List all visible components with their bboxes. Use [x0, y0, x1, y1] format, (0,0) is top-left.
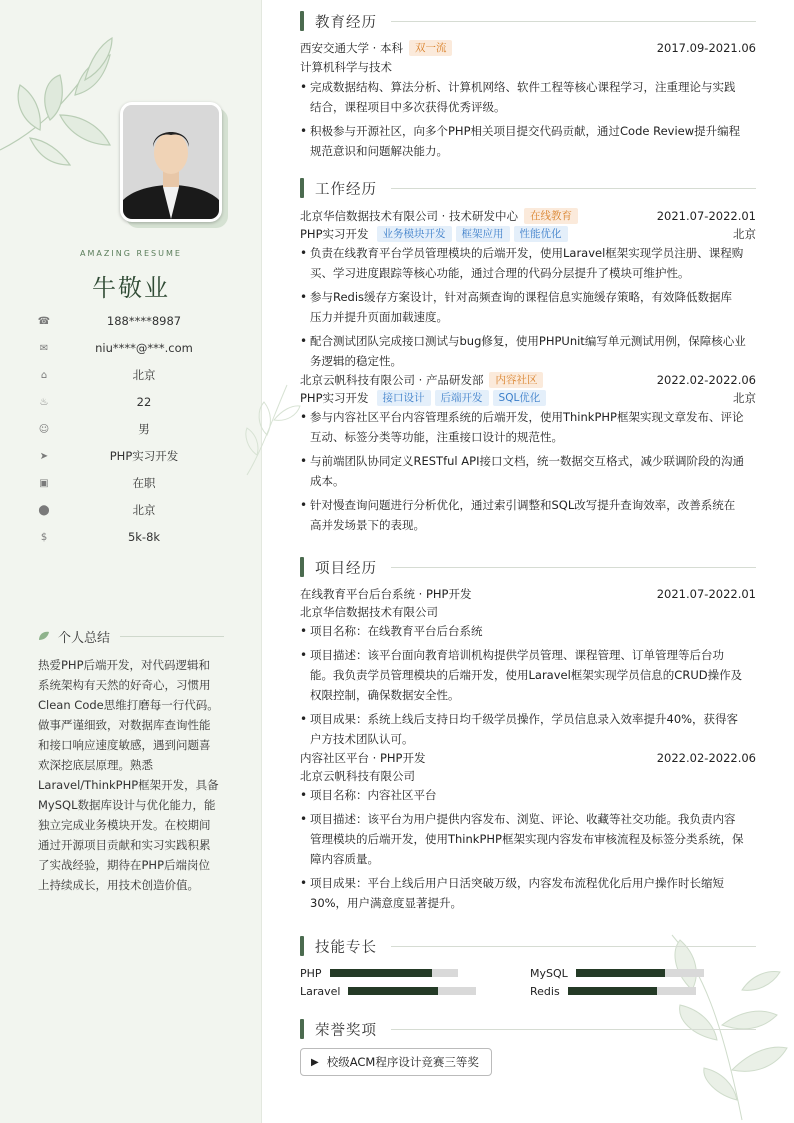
mail-icon: ✉ — [39, 342, 49, 354]
skills-section-header — [300, 935, 756, 957]
info-row-5 — [36, 446, 236, 466]
skill-tag: 框架应用 — [456, 226, 510, 242]
section-title: 荣誉奖项 — [315, 1022, 377, 1039]
section-accent-bar — [300, 11, 304, 31]
project-company-row — [300, 767, 756, 785]
summary-header — [38, 626, 224, 646]
send-icon: ➤ — [39, 450, 49, 462]
bullet-line: 成本。 — [310, 474, 345, 488]
bullet-item — [300, 407, 756, 447]
section-title: 技能专长 — [315, 939, 377, 956]
industry-badge: 在线教育 — [524, 208, 578, 224]
skill-name: Laravel — [300, 984, 341, 998]
bullet-line: 买、学习进度跟踪等核心功能，通过合理的代码分层提升了模块可维护性。 — [310, 266, 690, 280]
education-row — [300, 39, 756, 57]
work-section-header — [300, 177, 756, 199]
summary-line: 和接口响应速度敏感，遇到问题喜 — [38, 738, 211, 752]
skill-level-bar — [348, 987, 476, 995]
skill-level-fill — [348, 987, 438, 995]
job-dates: 2021.07-2022.01 — [656, 209, 756, 223]
skill-level-bar — [568, 987, 696, 995]
info-row-1 — [36, 338, 236, 358]
info-value: 22 — [136, 395, 152, 409]
bullet-line: • 参与Redis缓存方案设计，针对高频查询的课程信息实施缓存策略，有效降低数据库 — [310, 290, 733, 304]
major: 计算机科学与技术 — [300, 60, 392, 74]
info-value: 在职 — [132, 476, 156, 490]
summary-line: 欢深挖底层原理。熟悉 — [38, 758, 153, 772]
section-title: 项目经历 — [315, 560, 377, 577]
bullet-line: • 项目成果：平台上线后用户日活突破万级，内容发布流程优化后用户操作时长缩短 — [310, 876, 724, 890]
leaf-icon — [38, 631, 50, 641]
school-badge: 双一流 — [409, 40, 453, 56]
play-icon: ▶ — [311, 1056, 319, 1068]
summary-line: 系统架构有天然的好奇心，习惯用 — [38, 678, 211, 692]
job-role: PHP实习开发 — [300, 391, 369, 405]
award-item — [300, 1048, 492, 1076]
skill-tag: 业务模块开发 — [377, 226, 452, 242]
bullet-line: 规范意识和问题解决能力。 — [310, 144, 448, 158]
info-row-6 — [36, 473, 236, 493]
bullet-line: 压力并提升页面加载速度。 — [310, 310, 448, 324]
bullet-line: 管理模块的后端开发，使用ThinkPHP框架实现内容发布审核流程及标签分类系统，保 — [310, 832, 744, 846]
bullet-line: • 完成数据结构、算法分析、计算机网络、软件工程等核心课程学习，注重理论与实践 — [310, 80, 736, 94]
bullet-item — [300, 121, 756, 161]
divider — [391, 946, 756, 947]
bullet-line: 30%，用户满意度显著提升。 — [310, 896, 463, 910]
divider — [391, 21, 756, 22]
skill-level-bar — [576, 969, 704, 977]
resume-tagline: AMAZING RESUME — [80, 249, 182, 258]
smile-icon: ☺ — [38, 423, 50, 435]
school-name: 西安交通大学 · 本科 — [300, 41, 403, 55]
bullet-line: • 项目名称：在线教育平台后台系统 — [310, 624, 483, 638]
info-row-4 — [36, 419, 236, 439]
bullet-line: 结合，课程项目中多次获得优秀评级。 — [310, 100, 506, 114]
bullet-line: • 积极参与开源社区，向多个PHP相关项目提交代码贡献，通过Code Review提升编程 — [310, 124, 741, 138]
job-header-row — [300, 207, 756, 225]
home-icon: ⌂ — [40, 369, 48, 381]
summary-text — [38, 655, 222, 895]
info-value: 5k-8k — [127, 530, 161, 544]
bullet-line: 能。我负责学员管理模块的后端开发，使用Laravel框架实现学员信息的CRUD操作及 — [310, 668, 743, 682]
info-value: niu****@***.com — [95, 341, 193, 355]
bullet-item — [300, 621, 756, 641]
skill-name: PHP — [300, 966, 322, 980]
job-dates: 2022.02-2022.06 — [656, 373, 756, 387]
info-row-3 — [36, 392, 236, 412]
bullet-line: • 针对慢查询问题进行分析优化，通过索引调整和SQL改写提升查询效率，改善系统在 — [310, 498, 736, 512]
bullet-line: • 与前端团队协同定义RESTful API接口文档，统一数据交互格式，减少联调阶段的沟通 — [310, 454, 744, 468]
bullet-item — [300, 785, 756, 805]
bullet-line: 高并发场景下的表现。 — [310, 518, 425, 532]
education-dates: 2017.09-2021.06 — [656, 41, 756, 55]
skill-tag: SQL优化 — [493, 390, 547, 406]
info-value: 北京 — [132, 368, 156, 382]
info-value: 188****8987 — [106, 314, 182, 328]
info-row-0 — [36, 311, 236, 331]
money-icon: $ — [40, 531, 48, 543]
bullet-line: • 参与内容社区平台内容管理系统的后端开发，使用ThinkPHP框架实现文章发布、评论 — [310, 410, 744, 424]
bullet-item — [300, 495, 756, 535]
info-row-2 — [36, 365, 236, 385]
info-value: PHP实习开发 — [109, 449, 179, 463]
divider — [391, 567, 756, 568]
bullet-item — [300, 77, 756, 117]
bullet-line: 户方技术团队认可。 — [310, 732, 414, 746]
bullet-item — [300, 809, 756, 869]
skill-tag: 接口设计 — [377, 390, 431, 406]
bullet-item — [300, 873, 756, 913]
skill-level-fill — [330, 969, 432, 977]
job-header-row — [300, 371, 756, 389]
summary-line: 上持续成长，用技术创造价值。 — [38, 878, 199, 892]
location-pin-icon: ⬤ — [38, 504, 50, 516]
summary-line: 了实战经验，期待在PHP后端岗位 — [38, 858, 211, 872]
award-label: 校级ACM程序设计竞赛三等奖 — [326, 1055, 479, 1069]
bullet-line: • 项目描述：该平台为用户提供内容发布、浏览、评论、收藏等社交功能。我负责内容 — [310, 812, 736, 826]
project-dates: 2021.07-2022.01 — [656, 587, 756, 601]
skill-level-fill — [576, 969, 666, 977]
leaf-decoration-icon — [0, 20, 130, 170]
summary-line: Laravel/ThinkPHP框架开发，具备 — [38, 778, 219, 792]
info-row-8 — [36, 527, 236, 547]
job-role-row — [300, 389, 756, 407]
bullet-line: 权限控制，确保数据安全性。 — [310, 688, 460, 702]
skill-tag: 后端开发 — [435, 390, 489, 406]
bullet-item — [300, 645, 756, 705]
divider — [391, 188, 756, 189]
summary-line: 做事严谨细致，对数据库查询性能 — [38, 718, 211, 732]
bullet-item — [300, 451, 756, 491]
skill-name: MySQL — [530, 966, 568, 980]
job-role-row — [300, 225, 756, 243]
bullet-item — [300, 331, 756, 371]
bullet-line: • 项目描述：该平台面向教育培训机构提供学员管理、课程管理、订单管理等后台功 — [310, 648, 724, 662]
awards-section-header — [300, 1018, 756, 1040]
bullet-line: • 负责在线教育平台学员管理模块的后端开发，使用Laravel框架实现学员注册、课程购 — [310, 246, 744, 260]
summary-line: 通过开源项目贡献和实习实践积累 — [38, 838, 211, 852]
project-company: 北京华信数据技术有限公司 — [300, 605, 438, 619]
divider — [120, 636, 224, 637]
bullet-line: 互动、标签分类等功能，注重接口设计的规范性。 — [310, 430, 563, 444]
bullet-line: 障内容质量。 — [310, 852, 379, 866]
skill-level-fill — [568, 987, 658, 995]
skill-row — [530, 965, 704, 981]
avatar — [120, 102, 222, 222]
info-row-7 — [36, 500, 236, 520]
summary-line: 热爱PHP后端开发，对代码逻辑和 — [38, 658, 211, 672]
project-company: 北京云帆科技有限公司 — [300, 769, 415, 783]
info-value: 男 — [138, 422, 150, 436]
education-major-row — [300, 58, 756, 76]
bullet-line: • 项目成果：系统上线后支持日均千级学员操作，学员信息录入效率提升40%，获得客 — [310, 712, 739, 726]
industry-badge: 内容社区 — [489, 372, 543, 388]
section-accent-bar — [300, 178, 304, 198]
cake-icon: ♨ — [39, 396, 49, 408]
project-name: 内容社区平台 · PHP开发 — [300, 751, 426, 765]
bullet-line: • 配合测试团队完成接口测试与bug修复，使用PHPUnit编写单元测试用例，保障核心业 — [310, 334, 746, 348]
project-company-row — [300, 603, 756, 621]
section-title: 工作经历 — [315, 181, 377, 198]
bullet-line: 务逻辑的稳定性。 — [310, 354, 402, 368]
skill-level-bar — [330, 969, 458, 977]
bullet-item — [300, 287, 756, 327]
company-name: 北京云帆科技有限公司 · 产品研发部 — [300, 373, 484, 387]
job-city: 北京 — [733, 227, 756, 241]
education-section-header — [300, 10, 756, 32]
bullet-item — [300, 709, 756, 749]
briefcase-icon: ▣ — [39, 477, 49, 489]
job-city: 北京 — [733, 391, 756, 405]
summary-line: MySQL数据库设计与优化能力，能 — [38, 798, 216, 812]
bullet-item — [300, 243, 756, 283]
skill-row — [300, 965, 458, 981]
project-name: 在线教育平台后台系统 · PHP开发 — [300, 587, 472, 601]
bullet-line: • 项目名称：内容社区平台 — [310, 788, 437, 802]
summary-line: Clean Code思维打磨每一行代码。 — [38, 698, 219, 712]
section-accent-bar — [300, 936, 304, 956]
skill-tag: 性能优化 — [514, 226, 568, 242]
section-title: 教育经历 — [315, 14, 377, 31]
summary-line: 独立完成业务模块开发。在校期间 — [38, 818, 211, 832]
skill-row — [530, 983, 696, 999]
sidebar — [0, 0, 262, 1123]
project-header-row — [300, 749, 756, 767]
projects-section-header — [300, 556, 756, 578]
job-role: PHP实习开发 — [300, 227, 369, 241]
project-header-row — [300, 585, 756, 603]
main-content — [262, 0, 794, 1123]
project-dates: 2022.02-2022.06 — [656, 751, 756, 765]
section-accent-bar — [300, 1019, 304, 1039]
company-name: 北京华信数据技术有限公司 · 技术研发中心 — [300, 209, 518, 223]
phone-icon: ☎ — [37, 315, 51, 327]
skill-row — [300, 983, 476, 999]
divider — [391, 1029, 756, 1030]
summary-title: 个人总结 — [58, 630, 111, 646]
info-value: 北京 — [132, 503, 156, 517]
section-accent-bar — [300, 557, 304, 577]
skill-name: Redis — [530, 984, 560, 998]
candidate-name: 牛敬业 — [92, 274, 170, 302]
